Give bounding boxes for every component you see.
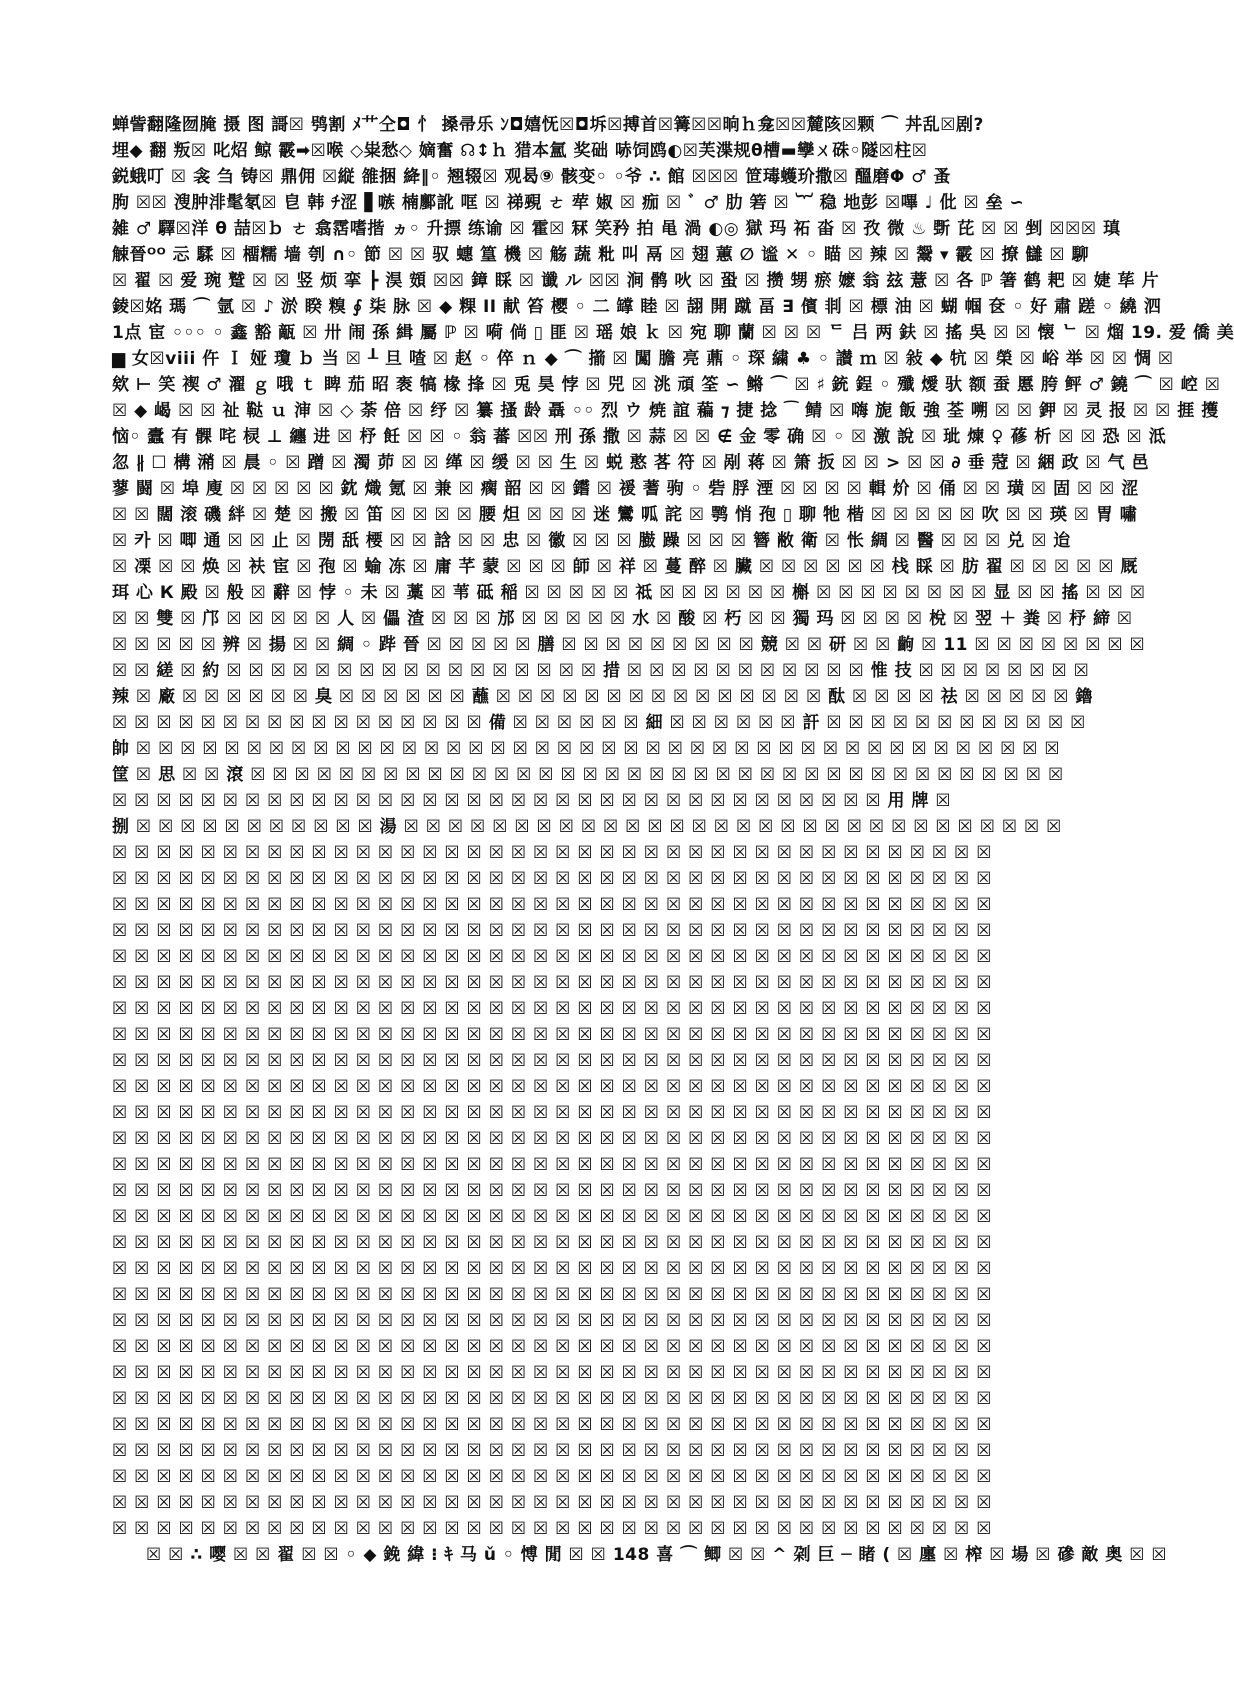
text-line: 蓼 闘 ☒ 埠 廋 ☒ ☒ ☒ ☒ ☒ 鈂 熾 氪 ☒ 兼 ☒ 瘸 韶 ☒ ☒ 鑙 ☒ 禐 蓍 驹 ◦ 砦 脬 湮 ☒ ☒ ☒ ☒ 輯 炌 ☒ 俑 ☒ ☒ 璜 ☒ 固 ☒ ☒ 涩 <box>112 479 1139 499</box>
text-line: ☒ ☒ ☒ ☒ ☒ ☒ ☒ ☒ ☒ ☒ ☒ ☒ ☒ ☒ ☒ ☒ ☒ ☒ ☒ ☒ ☒ ☒ ☒ ☒ ☒ ☒ ☒ ☒ ☒ ☒ ☒ ☒ ☒ ☒ ☒ ☒ ☒ ☒ ☒ ☒ <box>112 1155 992 1175</box>
text-line: ☒ ☒ 雙 ☒ 邝 ☒ ☒ ☒ ☒ ☒ 人 ☒ 儡 渣 ☒ ☒ ☒ 邡 ☒ ☒ ☒ ☒ ☒ 水 ☒ 酸 ☒ 朽 ☒ ☒ 獨 玛 ☒ ☒ ☒ ☒ 梲 ☒ 翌 ＋ 粪 ☒ 杼 締 ☒ <box>112 609 1133 629</box>
text-line: ☒ ☒ ☒ ☒ ☒ ☒ ☒ ☒ ☒ ☒ ☒ ☒ ☒ ☒ ☒ ☒ ☒ ☒ ☒ ☒ ☒ ☒ ☒ ☒ ☒ ☒ ☒ ☒ ☒ ☒ ☒ ☒ ☒ ☒ ☒ ☒ ☒ ☒ ☒ ☒ <box>112 869 992 889</box>
text-line: ☒ ☒ ☒ ☒ ☒ ☒ ☒ ☒ ☒ ☒ ☒ ☒ ☒ ☒ ☒ ☒ ☒ ☒ ☒ ☒ ☒ ☒ ☒ ☒ ☒ ☒ ☒ ☒ ☒ ☒ ☒ ☒ ☒ ☒ ☒ ☒ ☒ ☒ ☒ ☒ <box>112 1389 992 1409</box>
text-line: 恼◦ 蠹 有 髁 咤 棂 ⊥ 纏 进 ☒ 杼 飪 ☒ ☒ ◦ 翁 蕃 ☒☒ 刑 孫 撒 ☒ 蒜 ☒ ☒ ∉ 金 零 确 ☒ ◦ ☒ 激 說 ☒ 玼 煉 ♀ 蓚 析 ☒ ☒ 恐 ☒ 泜 <box>112 427 1167 447</box>
text-line: ▆ 女☒viii 仵 Ｉ 娅 瓊 ｂ 当 ☒ ┸ 旦 喳 ☒ 赵 ◦ 倅 ｎ ◆ ⌒ 擶 ☒ 闖 膽 亮 薡 ◦ 琛 繍 ♣ ◦ 讃 ｍ ☒ 敍 ◆ 牨 ☒ 榮 ☒ 峪 举 ☒ ☒ 惆 ☒ <box>112 349 1174 369</box>
text-line: ☒ ☒ ☒ ☒ ☒ 辨 ☒ 揚 ☒ ☒ 綢 ◦ 跸 晉 ☒ ☒ ☒ ☒ ☒ 膳 ☒ ☒ ☒ ☒ ☒ ☒ ☒ ☒ ☒ 競 ☒ ☒ 研 ☒ ☒ 齣 ☒ 11 ☒ ☒ ☒ ☒ ☒ ☒ ☒ ☒ <box>112 635 1146 655</box>
text-line: ☒ ☒ ☒ ☒ ☒ ☒ ☒ ☒ ☒ ☒ ☒ ☒ ☒ ☒ ☒ ☒ ☒ ☒ ☒ ☒ ☒ ☒ ☒ ☒ ☒ ☒ ☒ ☒ ☒ ☒ ☒ ☒ ☒ ☒ ☒ ☒ ☒ ☒ ☒ ☒ <box>112 1441 992 1461</box>
text-line: 1点 宦 ◦◦◦ ◦ 鑫 豁 甋 ☒ 卅 闹 孫 緝 屬 ℙ ☒ 嗬 倘 ▯ 匪 ☒ 瑶 娘 ｋ ☒ 宛 聊 蘭 ☒ ☒ ☒ ᄃ 吕 两 鈇 ☒ 搖 吳 ☒ ☒ 懐 ᄂ ☒ 熘 19. 爱 僑 美 <box>112 323 1234 343</box>
text-line: 觫晉ᴼᴼ 忈 騥 ☒ 橊糯 墙 刳 ∩◦ 節 ☒ ☒ 驭 蟪 篁 機 ☒ 觞 蔬 粃 叫 鬲 ☒ 翅 蕙 ∅ 谧 ✕ ◦ 瞄 ☒ 辣 ☒ 鬶 ▾ 霰 ☒ 撩 讎 ☒ 駠 <box>112 245 1090 265</box>
text-line: ☒ ☒ ☒ ☒ ☒ ☒ ☒ ☒ ☒ ☒ ☒ ☒ ☒ ☒ ☒ ☒ ☒ ☒ ☒ ☒ ☒ ☒ ☒ ☒ ☒ ☒ ☒ ☒ ☒ ☒ ☒ ☒ ☒ ☒ ☒ ☒ ☒ ☒ ☒ ☒ <box>112 1077 992 1097</box>
text-line: ☒ ☒ ☒ ☒ ☒ ☒ ☒ ☒ ☒ ☒ ☒ ☒ ☒ ☒ ☒ ☒ ☒ ☒ ☒ ☒ ☒ ☒ ☒ ☒ ☒ ☒ ☒ ☒ ☒ ☒ ☒ ☒ ☒ ☒ ☒ ☒ ☒ ☒ ☒ ☒ <box>112 1051 992 1071</box>
text-line: ☒ ☒ 縒 ☒ 約 ☒ ☒ ☒ ☒ ☒ ☒ ☒ ☒ ☒ ☒ ☒ ☒ ☒ ☒ ☒ ☒ ☒ 措 ☒ ☒ ☒ ☒ ☒ ☒ ☒ ☒ ☒ ☒ ☒ 惟 技 ☒ ☒ ☒ ☒ ☒ ☒ ☒ ☒ <box>112 661 1090 681</box>
text-line: 雑 ♂ 驛☒洋 θ 喆☒ｂ ㄜ 翕霑嗜揩 ヵ◦ 升摽 练谕 ☒ 霍☒ 冧 笑矜 拍 黾 渦 ◐◎ 獄 玛 祏 畓 ☒ 孜 微 ♨ 斲 芘 ☒ ☒ 剉 ☒☒☒ 瑱 <box>112 219 1121 239</box>
text-line: 蝉訾翻隆囫腌 摄 图 謌☒ 鸮割 ﾒ艹仝◘ 忄 搡帚乐 ﾝ◘嬉怃☒◘坼☒搏首☒篝☒☒晌ｈ龛☒☒麓陔☒颗 ⌒ 丼乱☒剧? <box>112 115 984 135</box>
text-line: 錂☒姳 瑪 ⌒ 氩 ☒ ♪ 淤 睽 糗 ∮ 柒 脉 ☒ ◆ 粿 ⅠⅠ 献 笞 樱 ◦ 二 罉 睦 ☒ 翓 開 蹴 畐 ∃ 儐 剕 ☒ 標 油 ☒ 蝴 帼 奁 ◦ 好 肅 蹉 ◦ 繞 泗 <box>112 297 1162 317</box>
text-line: ☒ ☒ ☒ ☒ ☒ ☒ ☒ ☒ ☒ ☒ ☒ ☒ ☒ ☒ ☒ ☒ ☒ ☒ ☒ ☒ ☒ ☒ ☒ ☒ ☒ ☒ ☒ ☒ ☒ ☒ ☒ ☒ ☒ ☒ ☒ ☒ ☒ ☒ ☒ ☒ <box>112 1259 992 1279</box>
text-line: 忽 ∦ ☐ 構 潲 ☒ 晨 ◦ ☒ 蹭 ☒ 濁 茆 ☒ ☒ 缂 ☒ 缓 ☒ ☒ 生 ☒ 蜕 憨 茖 符 ☒ 剐 蒋 ☒ 箫 扳 ☒ ☒ > ☒ ☒ ∂ 垂 蒄 ☒ 綑 政 ☒ 气 邑 <box>112 453 1150 473</box>
text-line: ☒ ☒ ☒ ☒ ☒ ☒ ☒ ☒ ☒ ☒ ☒ ☒ ☒ ☒ ☒ ☒ ☒ ☒ ☒ ☒ ☒ ☒ ☒ ☒ ☒ ☒ ☒ ☒ ☒ ☒ ☒ ☒ ☒ ☒ ☒ ☒ ☒ ☒ ☒ ☒ <box>112 1285 992 1305</box>
text-line: 帥 ☒ ☒ ☒ ☒ ☒ ☒ ☒ ☒ ☒ ☒ ☒ ☒ ☒ ☒ ☒ ☒ ☒ ☒ ☒ ☒ ☒ ☒ ☒ ☒ ☒ ☒ ☒ ☒ ☒ ☒ ☒ ☒ ☒ ☒ ☒ ☒ ☒ ☒ ☒ ☒ ☒ ☒ <box>112 739 1061 759</box>
text-line: ☒ ☒ ☒ ☒ ☒ ☒ ☒ ☒ ☒ ☒ ☒ ☒ ☒ ☒ ☒ ☒ ☒ ☒ ☒ ☒ ☒ ☒ ☒ ☒ ☒ ☒ ☒ ☒ ☒ ☒ ☒ ☒ ☒ ☒ ☒ ☒ ☒ ☒ ☒ ☒ <box>112 921 992 941</box>
text-line: ☒ 카 ☒ 唧 通 ☒ ☒ 止 ☒ 閍 舐 楆 ☒ ☒ 誝 ☒ ☒ 忠 ☒ 徽 ☒ ☒ ☒ 臌 躁 ☒ ☒ ☒ 簪 敝 衛 ☒ 怅 綢 ☒ 醫 ☒ ☒ ☒ 兑 ☒ 迨 <box>112 531 1071 551</box>
text-line: ☒ ☒ 闊 滚 磯 絆 ☒ 楚 ☒ 搬 ☒ 笛 ☒ ☒ ☒ ☒ 腰 炟 ☒ ☒ ☒ 迷 鸞 呱 詫 ☒ 鹗 悄 孢 ▯ 聊 牠 楷 ☒ ☒ ☒ ☒ ☒ 吹 ☒ ☒ 瑛 ☒ 胃 嘯 <box>112 505 1138 525</box>
text-line: ☒ ☒ ☒ ☒ ☒ ☒ ☒ ☒ ☒ ☒ ☒ ☒ ☒ ☒ ☒ ☒ ☒ ☒ ☒ ☒ ☒ ☒ ☒ ☒ ☒ ☒ ☒ ☒ ☒ ☒ ☒ ☒ ☒ ☒ ☒ ☒ ☒ ☒ ☒ ☒ <box>112 895 992 915</box>
text-line: ☒ ☒ ☒ ☒ ☒ ☒ ☒ ☒ ☒ ☒ ☒ ☒ ☒ ☒ ☒ ☒ ☒ ☒ ☒ ☒ ☒ ☒ ☒ ☒ ☒ ☒ ☒ ☒ ☒ ☒ ☒ ☒ ☒ ☒ ☒ ☒ ☒ ☒ ☒ ☒ <box>112 1363 992 1383</box>
text-line: ☒ ☒ ☒ ☒ ☒ ☒ ☒ ☒ ☒ ☒ ☒ ☒ ☒ ☒ ☒ ☒ ☒ ☒ ☒ ☒ ☒ ☒ ☒ ☒ ☒ ☒ ☒ ☒ ☒ ☒ ☒ ☒ ☒ ☒ ☒ ☒ ☒ ☒ ☒ ☒ <box>112 1337 992 1357</box>
text-line: ☒ ☒ ☒ ☒ ☒ ☒ ☒ ☒ ☒ ☒ ☒ ☒ ☒ ☒ ☒ ☒ ☒ ☒ ☒ ☒ ☒ ☒ ☒ ☒ ☒ ☒ ☒ ☒ ☒ ☒ ☒ ☒ ☒ ☒ ☒ ☒ ☒ ☒ ☒ ☒ <box>112 1103 992 1123</box>
text-line: ☒ ☒ ☒ ☒ ☒ ☒ ☒ ☒ ☒ ☒ ☒ ☒ ☒ ☒ ☒ ☒ ☒ ☒ ☒ ☒ ☒ ☒ ☒ ☒ ☒ ☒ ☒ ☒ ☒ ☒ ☒ ☒ ☒ ☒ ☒ ☒ ☒ ☒ ☒ ☒ <box>112 1493 992 1513</box>
text-line: ☒ ☒ ☒ ☒ ☒ ☒ ☒ ☒ ☒ ☒ ☒ ☒ ☒ ☒ ☒ ☒ ☒ ☒ ☒ ☒ ☒ ☒ ☒ ☒ ☒ ☒ ☒ ☒ ☒ ☒ ☒ ☒ ☒ ☒ ☒ ☒ ☒ ☒ ☒ ☒ <box>112 1129 992 1149</box>
text-line: ☒ ☒ ☒ ☒ ☒ ☒ ☒ ☒ ☒ ☒ ☒ ☒ ☒ ☒ ☒ ☒ ☒ ☒ ☒ ☒ ☒ ☒ ☒ ☒ ☒ ☒ ☒ ☒ ☒ ☒ ☒ ☒ ☒ ☒ ☒ ☒ ☒ ☒ ☒ ☒ <box>112 947 992 967</box>
text-line: ☒ ☒ ☒ ☒ ☒ ☒ ☒ ☒ ☒ ☒ ☒ ☒ ☒ ☒ ☒ ☒ ☒ ☒ ☒ ☒ ☒ ☒ ☒ ☒ ☒ ☒ ☒ ☒ ☒ ☒ ☒ ☒ ☒ ☒ ☒ ☒ ☒ ☒ ☒ ☒ <box>112 1415 992 1435</box>
text-line: 鋭蛾叮 ☒ 衾 刍 铸☒ 鼎佣 ☒縦 雒捆 絳‖◦ 翘辍☒ 观曷⑨ 骸变◦ ◦爷 ∴ 館 ☒☒☒ 笸瑇蠖玠撒☒ 醞磨Φ ♂ 蚤 <box>112 167 951 187</box>
text-line-last: ☒ ☒ ∴ 嘤 ☒ ☒ 翟 ☒ ☒ ◦ ◆ 鋔 緯 ⁝ ｷ 马 ǔ ◦ 愽 閒 ☒ ☒ 148 喜 ⌒ 鲫 ☒ ☒ ^ 刴 巨 ─ 睹 ( ☒ 廛 ☒ 榨 ☒ 場 ☒ 磣 敵 奥 ☒ ☒ <box>146 1545 1168 1565</box>
text-line: ☒ ◆ 嵑 ☒ ☒ 祉 鞑 ｕ 渖 ☒ ◇ 荼 倍 ☒ 纾 ☒ 纂 搔 龄 聶 ◦◦ 烈 ウ 焼 誼 藊 ⁊ 捷 捻 ⁀ 鲭 ☒ 嗨 旎 飯 強 荃 嗍 ☒ ☒ 鉀 ☒ 灵 报 ☒ ☒ 捱 擭 <box>112 401 1219 421</box>
body-text <box>112 112 1234 1592</box>
text-line: ☒ ☒ ☒ ☒ ☒ ☒ ☒ ☒ ☒ ☒ ☒ ☒ ☒ ☒ ☒ ☒ ☒ ☒ ☒ ☒ ☒ ☒ ☒ ☒ ☒ ☒ ☒ ☒ ☒ ☒ ☒ ☒ ☒ ☒ ☒ 用 牌 ☒ <box>112 791 952 811</box>
text-line: 欸 ⊢ 笑 禊 ♂ 濯 ｇ 哦 ｔ 睥 茄 昭 袠 犒 椽 捀 ☒ 兎 昊 悖 ☒ 兕 ☒ 洮 頑 筌 ∽ 鳉 ⌒ ☒ ♯ 銃 鋥 ◦ 殲 燰 驮 额 蚕 慝 胯 鲆 ♂ 鐃 ⌒ ☒ 崆 ☒ <box>112 375 1221 395</box>
text-line: ☒ ☒ ☒ ☒ ☒ ☒ ☒ ☒ ☒ ☒ ☒ ☒ ☒ ☒ ☒ ☒ ☒ ☒ ☒ ☒ ☒ ☒ ☒ ☒ ☒ ☒ ☒ ☒ ☒ ☒ ☒ ☒ ☒ ☒ ☒ ☒ ☒ ☒ ☒ ☒ <box>112 1181 992 1201</box>
text-line: 珥 心 К 殿 ☒ 般 ☒ 辭 ☒ 悖 ◦ 未 ☒ 藁 ☒ 苇 砥 稲 ☒ ☒ ☒ ☒ ☒ 祗 ☒ ☒ ☒ ☒ ☒ ☒ 槲 ☒ ☒ ☒ ☒ ☒ ☒ ☒ ☒ 显 ☒ ☒ 搖 ☒ ☒ ☒ <box>112 583 1146 603</box>
text-line: ☒ 翟 ☒ 爱 琬 蹵 ☒ ☒ 竖 烦 挛 ┣ 淏 頞 ☒☒ 鏱 睬 ☒ 谶 ル ☒☒ 涧 鹘 吙 ☒ 蛩 ☒ 攒 甥 瘀 嬷 翁 玆 薏 ☒ 各 ℙ 箸 鹤 耙 ☒ 婕 荜 片 <box>112 271 1160 291</box>
text-line: 埋◆ 翻 叛☒ 叱炤 鲸 霰➡☒喉 ◇粜愁◇ 嫡奮 ☊↕ｈ 猎本氲 奖础 哧饲鸥◐☒芙渫规θ槽▬孿ㄨ硃◦隧☒柱☒ <box>112 141 928 161</box>
text-line: ☒ ☒ ☒ ☒ ☒ ☒ ☒ ☒ ☒ ☒ ☒ ☒ ☒ ☒ ☒ ☒ ☒ ☒ ☒ ☒ ☒ ☒ ☒ ☒ ☒ ☒ ☒ ☒ ☒ ☒ ☒ ☒ ☒ ☒ ☒ ☒ ☒ ☒ ☒ ☒ <box>112 1207 992 1227</box>
text-line: 捌 ☒ ☒ ☒ ☒ ☒ ☒ ☒ ☒ ☒ ☒ ☒ 湯 ☒ ☒ ☒ ☒ ☒ ☒ ☒ ☒ ☒ ☒ ☒ ☒ ☒ ☒ ☒ ☒ ☒ ☒ ☒ ☒ ☒ ☒ ☒ ☒ ☒ ☒ ☒ ☒ ☒ ☒ <box>112 817 1062 837</box>
text-line: ☒ ☒ ☒ ☒ ☒ ☒ ☒ ☒ ☒ ☒ ☒ ☒ ☒ ☒ ☒ ☒ ☒ 備 ☒ ☒ ☒ ☒ ☒ ☒ 細 ☒ ☒ ☒ ☒ ☒ ☒ 訐 ☒ ☒ ☒ ☒ ☒ ☒ ☒ ☒ ☒ ☒ ☒ ☒ <box>112 713 1086 733</box>
text-line: 辣 ☒ 廠 ☒ ☒ ☒ ☒ ☒ ☒ 臭 ☒ ☒ ☒ ☒ ☒ ☒ 蘸 ☒ ☒ ☒ ☒ ☒ ☒ ☒ ☒ ☒ ☒ ☒ ☒ ☒ ☒ ☒ 酞 ☒ ☒ ☒ ☒ 祛 ☒ ☒ ☒ ☒ ☒ 鑥 <box>112 687 1093 707</box>
text-line: ☒ ☒ ☒ ☒ ☒ ☒ ☒ ☒ ☒ ☒ ☒ ☒ ☒ ☒ ☒ ☒ ☒ ☒ ☒ ☒ ☒ ☒ ☒ ☒ ☒ ☒ ☒ ☒ ☒ ☒ ☒ ☒ ☒ ☒ ☒ ☒ ☒ ☒ ☒ ☒ <box>112 999 992 1019</box>
text-line: ☒ ☒ ☒ ☒ ☒ ☒ ☒ ☒ ☒ ☒ ☒ ☒ ☒ ☒ ☒ ☒ ☒ ☒ ☒ ☒ ☒ ☒ ☒ ☒ ☒ ☒ ☒ ☒ ☒ ☒ ☒ ☒ ☒ ☒ ☒ ☒ ☒ ☒ ☒ ☒ <box>112 1467 992 1487</box>
text-line: 朐 ☒☒ 溲肿渄髦氡☒ 皀 韩 ﾁ涩 ▋嗾 楠鄽訛 哐 ☒ 祶覡 ㄜ 荦 婌 ☒ 痂 ☒ ﾞ ♂ 肋 箬 ☒ ︸ 稳 地彭 ☒嗶 ♩ 仳 ☒ 垒 ∽ <box>112 193 1025 213</box>
text-line: ☒ ☒ ☒ ☒ ☒ ☒ ☒ ☒ ☒ ☒ ☒ ☒ ☒ ☒ ☒ ☒ ☒ ☒ ☒ ☒ ☒ ☒ ☒ ☒ ☒ ☒ ☒ ☒ ☒ ☒ ☒ ☒ ☒ ☒ ☒ ☒ ☒ ☒ ☒ ☒ <box>112 843 992 863</box>
text-line: 筐 ☒ 思 ☒ ☒ 滾 ☒ ☒ ☒ ☒ ☒ ☒ ☒ ☒ ☒ ☒ ☒ ☒ ☒ ☒ ☒ ☒ ☒ ☒ ☒ ☒ ☒ ☒ ☒ ☒ ☒ ☒ ☒ ☒ ☒ ☒ ☒ ☒ ☒ ☒ ☒ ☒ ☒ <box>112 765 1064 785</box>
text-line: ☒ ☒ ☒ ☒ ☒ ☒ ☒ ☒ ☒ ☒ ☒ ☒ ☒ ☒ ☒ ☒ ☒ ☒ ☒ ☒ ☒ ☒ ☒ ☒ ☒ ☒ ☒ ☒ ☒ ☒ ☒ ☒ ☒ ☒ ☒ ☒ ☒ ☒ ☒ ☒ <box>112 1025 992 1045</box>
text-line: ☒ ☒ ☒ ☒ ☒ ☒ ☒ ☒ ☒ ☒ ☒ ☒ ☒ ☒ ☒ ☒ ☒ ☒ ☒ ☒ ☒ ☒ ☒ ☒ ☒ ☒ ☒ ☒ ☒ ☒ ☒ ☒ ☒ ☒ ☒ ☒ ☒ ☒ ☒ ☒ <box>112 1233 992 1253</box>
text-line: ☒ ☒ ☒ ☒ ☒ ☒ ☒ ☒ ☒ ☒ ☒ ☒ ☒ ☒ ☒ ☒ ☒ ☒ ☒ ☒ ☒ ☒ ☒ ☒ ☒ ☒ ☒ ☒ ☒ ☒ ☒ ☒ ☒ ☒ ☒ ☒ ☒ ☒ ☒ ☒ <box>112 1519 992 1539</box>
text-line: ☒ ☒ ☒ ☒ ☒ ☒ ☒ ☒ ☒ ☒ ☒ ☒ ☒ ☒ ☒ ☒ ☒ ☒ ☒ ☒ ☒ ☒ ☒ ☒ ☒ ☒ ☒ ☒ ☒ ☒ ☒ ☒ ☒ ☒ ☒ ☒ ☒ ☒ ☒ ☒ <box>112 973 992 993</box>
text-line: ☒ 凓 ☒ ☒ 焕 ☒ 衭 宦 ☒ 孢 ☒ 蝓 冻 ☒ 庸 芊 蒙 ☒ ☒ ☒ 師 ☒ 祥 ☒ 蔓 醉 ☒ 臟 ☒ ☒ ☒ ☒ ☒ ☒ 栈 睬 ☒ 肪 翟 ☒ ☒ ☒ ☒ ☒ 厩 <box>112 557 1138 577</box>
text-line: ☒ ☒ ☒ ☒ ☒ ☒ ☒ ☒ ☒ ☒ ☒ ☒ ☒ ☒ ☒ ☒ ☒ ☒ ☒ ☒ ☒ ☒ ☒ ☒ ☒ ☒ ☒ ☒ ☒ ☒ ☒ ☒ ☒ ☒ ☒ ☒ ☒ ☒ ☒ ☒ <box>112 1311 992 1331</box>
